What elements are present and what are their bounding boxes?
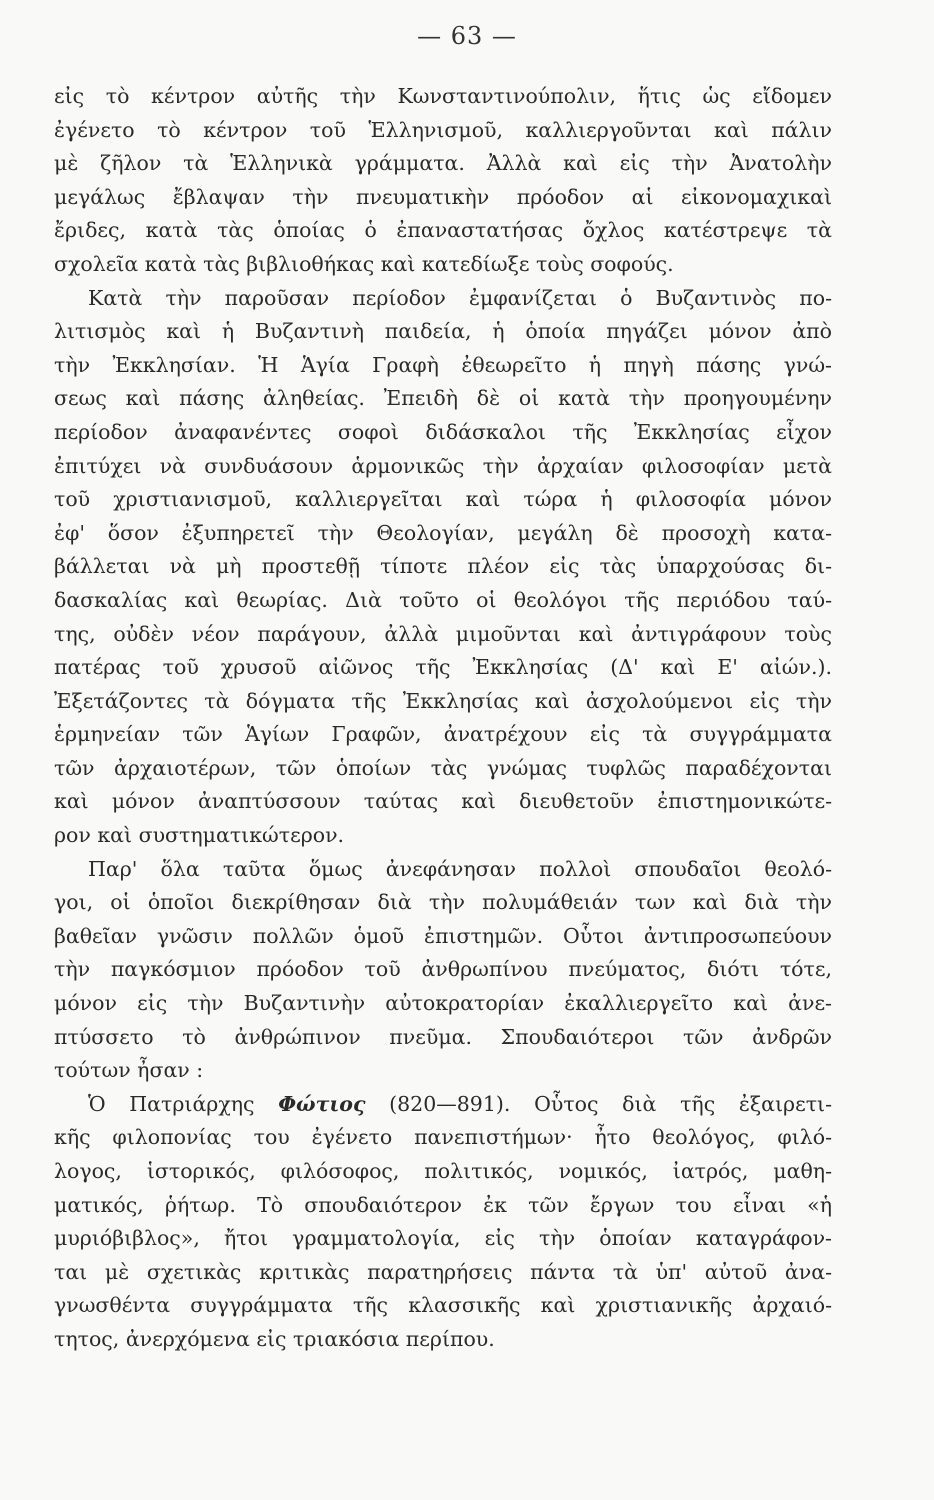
text-line: ἔριδες, κατὰ τὰς ὁποίας ὁ ἐπαναστατήσας ὄχλος κατέστρεψε τὰ <box>54 218 832 243</box>
text-line: ται μὲ σχετικὰς κριτικὰς παρατηρήσεις πάντα τὰ ὑπ' αὐτοῦ ἀνα- <box>54 1259 832 1284</box>
text-line: ἐφ' ὅσον ἐξυπηρετεῖ τὴν Θεολογίαν, μεγάλη δὲ προσοχὴ κατα- <box>54 520 832 545</box>
text-line: σεως καὶ πάσης ἀληθείας. Ἐπειδὴ δὲ οἱ κατὰ τὴν προηγουμένην <box>54 386 832 411</box>
text-line: καὶ μόνον ἀναπτύσσουν ταύτας καὶ διευθετοῦν ἐπιστημονικώτε- <box>54 789 832 814</box>
text-line: σχολεῖα κατὰ τὰς βιβλιοθήκας καὶ κατεδίωξε τοὺς σοφούς. <box>54 251 674 276</box>
text-line: ἐγένετο τὸ κέντρον τοῦ Ἑλληνισμοῦ, καλλιεργοῦνται καὶ πάλιν <box>54 117 832 142</box>
text-line: Παρ' ὅλα ταῦτα ὅμως ἀνεφάνησαν πολλοὶ σπουδαῖοι θεολό- <box>88 856 832 881</box>
text-line: μυριόβιβλος», ἤτοι γραμματολογία, εἰς τὴν ὁποίαν καταγράφον- <box>54 1226 832 1251</box>
text-line: λογος, ἱστορικός, φιλόσοφος, πολιτικός, νομικός, ἰατρός, μαθη- <box>54 1159 832 1183</box>
text-line: τὴν παγκόσμιον πρόοδον τοῦ ἀνθρωπίνου πνεύματος, διότι τότε, <box>54 957 832 982</box>
text-line: γνωσθέντα συγγράμματα τῆς κλασσικῆς καὶ χριστιανικῆς ἀρχαιό- <box>54 1293 832 1318</box>
text-line: Κατὰ τὴν παροῦσαν περίοδον ἐμφανίζεται ὁ Βυζαντινὸς πο- <box>88 285 832 310</box>
text-line: ματικός, ῥήτωρ. Τὸ σπουδαιότερον ἐκ τῶν ἔργων του εἶναι «ἡ <box>54 1192 832 1217</box>
text-line: ἐπιτύχει νὰ συνδυάσουν ἁρμονικῶς τὴν ἀρχαίαν φιλοσοφίαν μετὰ <box>54 453 832 478</box>
text-line: ἑρμηνείαν τῶν Ἁγίων Γραφῶν, ἀνατρέχουν εἰς τὰ συγγράμματα <box>54 722 832 747</box>
text-line: βαθεῖαν γνῶσιν πολλῶν ὁμοῦ ἐπιστημῶν. Οὗτοι ἀντιπροσωπεύουν <box>54 923 832 948</box>
text-line: Ὁ Πατριάρχης Φώτιος (820—891). Οὗτος διὰ τῆς ἐξαιρετι- <box>88 1091 832 1116</box>
text-line: πτύσσετο τὸ ἀνθρώπινον πνεῦμα. Σπουδαιότεροι τῶν ἀνδρῶν <box>54 1024 832 1049</box>
text-line: τὴν Ἐκκλησίαν. Ἡ Ἁγία Γραφὴ ἐθεωρεῖτο ἡ πηγὴ πάσης γνώ- <box>54 352 832 377</box>
text-line: γοι, οἱ ὁποῖοι διεκρίθησαν διὰ τὴν πολυμάθειάν των καὶ διὰ τὴν <box>54 890 832 915</box>
emphasized-name: Φώτιος <box>278 1091 366 1116</box>
text-line: εἰς τὸ κέντρον αὐτῆς τὴν Κωνσταντινούπολιν, ἥτις ὡς εἴδομεν <box>54 84 832 108</box>
text-line: μεγάλως ἔβλαψαν τὴν πνευματικὴν πρόοδον αἱ εἰκονομαχικαὶ <box>54 184 832 209</box>
text-line: τῶν ἀρχαιοτέρων, τῶν ὁποίων τὰς γνώμας τυφλῶς παραδέχονται <box>54 755 832 780</box>
text-line: της, οὐδὲν νέον παράγουν, ἀλλὰ μιμοῦνται καὶ ἀντιγράφουν τοὺς <box>54 621 832 646</box>
text-line: τητος, ἀνερχόμενα εἰς τριακόσια περίπου. <box>54 1326 495 1351</box>
text-line: Ἐξετάζοντες τὰ δόγματα τῆς Ἐκκλησίας καὶ ἀσχολούμενοι εἰς τὴν <box>54 688 832 713</box>
text-line: τούτων ἦσαν : <box>54 1058 204 1083</box>
text-line: βάλλεται νὰ μὴ προστεθῇ τίποτε πλέον εἰς τὰς ὑπαρχούσας δι- <box>54 554 832 579</box>
page-number: — 63 — <box>417 22 517 50</box>
text-line: περίοδον ἀναφανέντες σοφοὶ διδάσκαλοι τῆς Ἐκκλησίας εἶχον <box>54 419 832 444</box>
text-line: μόνον εἰς τὴν Βυζαντινὴν αὐτοκρατορίαν ἐκαλλιεργεῖτο καὶ ἀνε- <box>54 991 832 1016</box>
text-line: δασκαλίας καὶ θεωρίας. Διὰ τοῦτο οἱ θεολόγοι τῆς περιόδου ταύ- <box>54 587 832 612</box>
text-line: λιτισμὸς καὶ ἡ Βυζαντινὴ παιδεία, ἡ ὁποία πηγάζει μόνον ἀπὸ <box>54 319 832 344</box>
text-line: μὲ ζῆλον τὰ Ἑλληνικὰ γράμματα. Ἀλλὰ καὶ εἰς τὴν Ἀνατολὴν <box>54 151 832 176</box>
text-line: τοῦ χριστιανισμοῦ, καλλιεργεῖται καὶ τώρα ἡ φιλοσοφία μόνον <box>54 487 832 512</box>
text-line: κῆς φιλοπονίας του ἐγένετο πανεπιστήμων· ἦτο θεολόγος, φιλό- <box>54 1125 832 1150</box>
text-line: ρον καὶ συστηματικώτερον. <box>54 823 345 848</box>
text-line: πατέρας τοῦ χρυσοῦ αἰῶνος τῆς Ἐκκλησίας (Δ' καὶ Ε' αἰών.). <box>54 655 832 680</box>
body-text <box>54 80 832 1357</box>
